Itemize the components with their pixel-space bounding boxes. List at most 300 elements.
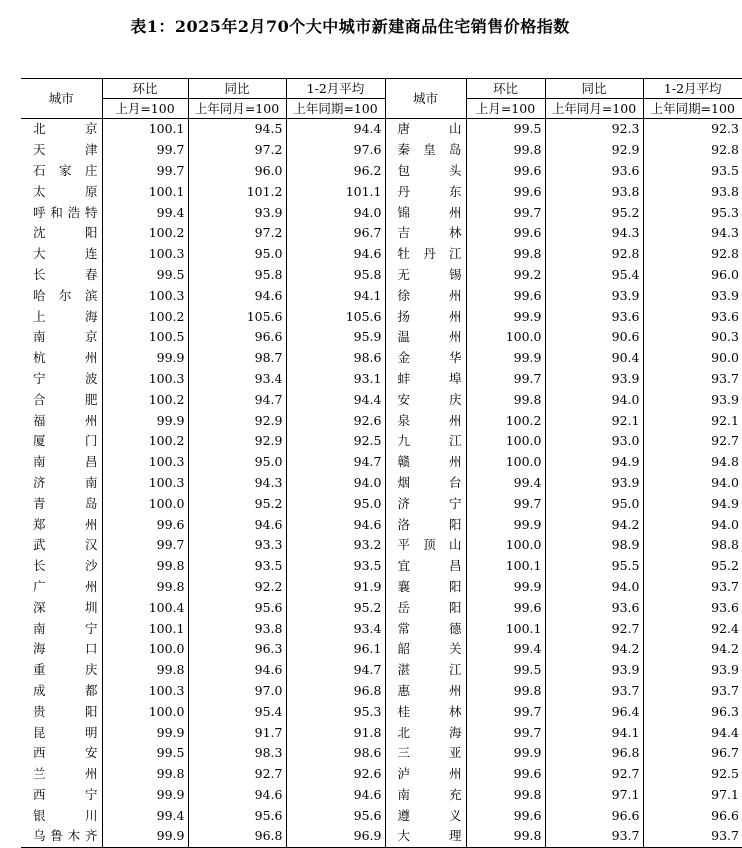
cell-yoy-left: 96.8 — [188, 826, 286, 847]
cell-avg-left: 95.3 — [286, 701, 385, 722]
cell-avg-left: 93.2 — [286, 535, 385, 556]
cell-city-left: 大连 — [21, 244, 102, 265]
cell-mom-left: 100.3 — [102, 285, 188, 306]
cell-avg-right: 93.9 — [711, 391, 739, 407]
cell-avg-left: 91.8 — [286, 722, 385, 743]
table-row — [21, 826, 742, 847]
cell-yoy-right: 90.6 — [545, 327, 643, 348]
cell-mom-right: 99.6 — [466, 805, 545, 826]
cell-city-right: 岳阳 — [385, 597, 466, 618]
header-avg-right: 1-2月平均 — [643, 79, 742, 99]
table-row — [21, 265, 742, 286]
cell-city-left: 成都 — [21, 681, 102, 702]
cell-avg-right: 95.2 — [711, 558, 739, 574]
table-row — [21, 181, 742, 202]
cell-yoy-left: 92.9 — [188, 431, 286, 452]
cell-yoy-right: 94.0 — [545, 389, 643, 410]
cell-city-left: 南昌 — [21, 452, 102, 473]
cell-yoy-left: 95.0 — [188, 452, 286, 473]
cell-avg-left: 94.6 — [286, 785, 385, 806]
table-row — [21, 119, 742, 140]
cell-mom-right: 99.6 — [466, 223, 545, 244]
cell-mom-right: 99.6 — [466, 161, 545, 182]
cell-avg-left: 93.1 — [286, 369, 385, 390]
cell-city-left: 昆明 — [21, 722, 102, 743]
cell-city-left: 呼和浩特 — [21, 202, 102, 223]
cell-city-left: 上海 — [21, 306, 102, 327]
table-row — [21, 805, 742, 826]
cell-yoy-right: 98.9 — [545, 535, 643, 556]
cell-avg-left: 94.7 — [286, 660, 385, 681]
cell-yoy-right: 93.9 — [545, 285, 643, 306]
cell-mom-right: 99.9 — [466, 306, 545, 327]
cell-mom-right: 99.4 — [466, 639, 545, 660]
cell-yoy-left: 93.5 — [188, 556, 286, 577]
cell-city-right: 惠州 — [385, 681, 466, 702]
cell-avg-left: 92.5 — [286, 431, 385, 452]
cell-city-right: 包头 — [385, 161, 466, 182]
table-row — [21, 348, 742, 369]
table-row — [21, 639, 742, 660]
cell-city-right: 济宁 — [385, 493, 466, 514]
cell-avg-left: 94.1 — [286, 285, 385, 306]
cell-yoy-left: 97.0 — [188, 681, 286, 702]
table-row — [21, 493, 742, 514]
cell-avg-left: 92.6 — [286, 764, 385, 785]
cell-city-right: 遵义 — [385, 805, 466, 826]
header-avg-base-right: 上年同期=100 — [643, 99, 742, 119]
table-row — [21, 785, 742, 806]
cell-avg-left: 105.6 — [286, 306, 385, 327]
cell-mom-right: 99.7 — [466, 493, 545, 514]
cell-yoy-right: 95.2 — [545, 202, 643, 223]
cell-avg-left: 96.8 — [286, 681, 385, 702]
cell-avg-right: 90.0 — [711, 350, 739, 366]
cell-mom-right: 99.8 — [466, 826, 545, 847]
cell-city-left: 乌鲁木齐 — [21, 826, 102, 847]
cell-mom-right: 100.1 — [466, 618, 545, 639]
table-row — [21, 452, 742, 473]
cell-yoy-right: 92.9 — [545, 140, 643, 161]
cell-city-left: 西宁 — [21, 785, 102, 806]
cell-yoy-left: 94.5 — [188, 119, 286, 140]
cell-city-left: 天津 — [21, 140, 102, 161]
table-row — [21, 660, 742, 681]
cell-avg-left: 98.6 — [286, 348, 385, 369]
cell-city-left: 武汉 — [21, 535, 102, 556]
cell-yoy-right: 92.7 — [545, 618, 643, 639]
cell-mom-left: 99.8 — [102, 577, 188, 598]
cell-avg-right: 93.6 — [711, 599, 739, 615]
table-row — [21, 556, 742, 577]
cell-avg-left: 96.7 — [286, 223, 385, 244]
cell-yoy-left: 93.3 — [188, 535, 286, 556]
cell-mom-left: 100.2 — [102, 223, 188, 244]
cell-mom-left: 100.3 — [102, 369, 188, 390]
table-row — [21, 369, 742, 390]
cell-avg-right: 94.9 — [711, 495, 739, 511]
cell-yoy-right: 94.0 — [545, 577, 643, 598]
cell-mom-right: 99.6 — [466, 285, 545, 306]
cell-avg-left: 94.4 — [286, 119, 385, 140]
cell-avg-right: 96.6 — [711, 807, 739, 823]
cell-mom-left: 99.9 — [102, 410, 188, 431]
cell-mom-right: 99.5 — [466, 119, 545, 140]
cell-mom-right: 100.0 — [466, 327, 545, 348]
cell-avg-left: 95.6 — [286, 805, 385, 826]
header-city-left: 城市 — [21, 79, 102, 119]
cell-mom-right: 99.6 — [466, 597, 545, 618]
cell-city-left: 太原 — [21, 181, 102, 202]
cell-avg-left: 95.2 — [286, 597, 385, 618]
cell-yoy-right: 97.1 — [545, 785, 643, 806]
table-row — [21, 743, 742, 764]
cell-avg-left: 94.6 — [286, 514, 385, 535]
cell-mom-right: 100.0 — [466, 452, 545, 473]
cell-avg-right: 94.8 — [711, 454, 739, 470]
cell-city-left: 宁波 — [21, 369, 102, 390]
cell-avg-right: 98.8 — [711, 537, 739, 553]
cell-yoy-right: 93.6 — [545, 597, 643, 618]
cell-mom-right: 99.7 — [466, 369, 545, 390]
cell-city-right: 泸州 — [385, 764, 466, 785]
cell-city-left: 郑州 — [21, 514, 102, 535]
cell-mom-left: 100.1 — [102, 181, 188, 202]
cell-city-right: 温州 — [385, 327, 466, 348]
cell-avg-left: 94.4 — [286, 389, 385, 410]
cell-avg-right: 96.3 — [711, 703, 739, 719]
cell-yoy-right: 94.2 — [545, 639, 643, 660]
cell-mom-left: 99.7 — [102, 161, 188, 182]
cell-mom-right: 99.7 — [466, 701, 545, 722]
cell-yoy-left: 98.7 — [188, 348, 286, 369]
table-row — [21, 681, 742, 702]
cell-city-right: 南充 — [385, 785, 466, 806]
cell-city-left: 深圳 — [21, 597, 102, 618]
cell-yoy-right: 92.7 — [545, 764, 643, 785]
table-row — [21, 410, 742, 431]
cell-mom-left: 100.0 — [102, 701, 188, 722]
cell-avg-left: 101.1 — [286, 181, 385, 202]
cell-avg-right: 94.4 — [711, 724, 739, 740]
cell-avg-right: 93.7 — [711, 578, 739, 594]
cell-city-left: 西安 — [21, 743, 102, 764]
header-yoy-right: 同比 — [545, 79, 643, 99]
cell-yoy-right: 94.1 — [545, 722, 643, 743]
header-mom-left: 环比 — [102, 79, 188, 99]
cell-mom-left: 99.4 — [102, 202, 188, 223]
cell-yoy-left: 94.3 — [188, 473, 286, 494]
cell-mom-right: 100.0 — [466, 535, 545, 556]
table-row — [21, 514, 742, 535]
cell-yoy-right: 94.9 — [545, 452, 643, 473]
cell-city-right: 无锡 — [385, 265, 466, 286]
cell-avg-right: 92.3 — [711, 121, 739, 137]
cell-yoy-right: 93.9 — [545, 473, 643, 494]
cell-avg-right: 93.7 — [711, 682, 739, 698]
cell-city-right: 徐州 — [385, 285, 466, 306]
table-row — [21, 140, 742, 161]
cell-city-left: 长春 — [21, 265, 102, 286]
cell-avg-left: 93.5 — [286, 556, 385, 577]
cell-mom-left: 99.9 — [102, 348, 188, 369]
cell-mom-right: 100.2 — [466, 410, 545, 431]
cell-avg-right: 94.0 — [711, 474, 739, 490]
table-row — [21, 535, 742, 556]
cell-city-right: 湛江 — [385, 660, 466, 681]
cell-mom-left: 100.2 — [102, 389, 188, 410]
cell-city-right: 宜昌 — [385, 556, 466, 577]
cell-city-right: 三亚 — [385, 743, 466, 764]
cell-avg-right: 96.0 — [711, 266, 739, 282]
table-row — [21, 161, 742, 182]
cell-yoy-right: 93.8 — [545, 181, 643, 202]
cell-mom-left: 100.0 — [102, 639, 188, 660]
cell-yoy-right: 93.9 — [545, 660, 643, 681]
cell-avg-right: 94.2 — [711, 641, 739, 657]
cell-avg-right: 90.3 — [711, 329, 739, 345]
cell-city-left: 兰州 — [21, 764, 102, 785]
cell-mom-left: 100.0 — [102, 493, 188, 514]
cell-city-left: 重庆 — [21, 660, 102, 681]
cell-yoy-right: 92.1 — [545, 410, 643, 431]
cell-city-left: 合肥 — [21, 389, 102, 410]
cell-city-right: 牡丹江 — [385, 244, 466, 265]
cell-mom-left: 99.7 — [102, 535, 188, 556]
price-index-table — [21, 78, 742, 848]
cell-avg-right: 93.8 — [711, 183, 739, 199]
cell-avg-left: 95.0 — [286, 493, 385, 514]
header-yoy-left: 同比 — [188, 79, 286, 99]
cell-mom-right: 99.9 — [466, 577, 545, 598]
cell-mom-right: 99.8 — [466, 681, 545, 702]
cell-avg-left: 91.9 — [286, 577, 385, 598]
table-row — [21, 244, 742, 265]
cell-yoy-left: 95.0 — [188, 244, 286, 265]
cell-yoy-left: 94.7 — [188, 389, 286, 410]
cell-city-right: 大理 — [385, 826, 466, 847]
cell-mom-left: 100.1 — [102, 618, 188, 639]
cell-avg-right: 93.7 — [643, 826, 742, 847]
cell-avg-right: 92.1 — [711, 412, 739, 428]
cell-mom-right: 100.0 — [466, 431, 545, 452]
cell-city-right: 唐山 — [385, 119, 466, 140]
cell-city-right: 洛阳 — [385, 514, 466, 535]
cell-city-left: 杭州 — [21, 348, 102, 369]
cell-mom-left: 100.3 — [102, 452, 188, 473]
cell-yoy-left: 95.6 — [188, 805, 286, 826]
cell-mom-right: 99.6 — [466, 181, 545, 202]
cell-city-right: 秦皇岛 — [385, 140, 466, 161]
cell-city-left: 南京 — [21, 327, 102, 348]
cell-avg-right: 92.5 — [711, 766, 739, 782]
cell-yoy-right: 95.5 — [545, 556, 643, 577]
cell-city-left: 厦门 — [21, 431, 102, 452]
cell-yoy-left: 93.4 — [188, 369, 286, 390]
cell-avg-left: 94.7 — [286, 452, 385, 473]
cell-avg-right: 95.3 — [711, 204, 739, 220]
cell-avg-right: 92.8 — [711, 142, 739, 158]
cell-yoy-right: 93.7 — [545, 826, 643, 847]
cell-yoy-left: 91.7 — [188, 722, 286, 743]
cell-yoy-left: 93.8 — [188, 618, 286, 639]
cell-mom-right: 99.8 — [466, 244, 545, 265]
cell-yoy-left: 96.6 — [188, 327, 286, 348]
table-title: 表1：2025年2月70个大中城市新建商品住宅销售价格指数 — [130, 17, 570, 36]
cell-city-right: 平顶山 — [385, 535, 466, 556]
cell-yoy-left: 105.6 — [188, 306, 286, 327]
cell-mom-right: 99.8 — [466, 389, 545, 410]
table-body — [21, 119, 742, 848]
cell-yoy-left: 93.9 — [188, 202, 286, 223]
cell-yoy-left: 95.6 — [188, 597, 286, 618]
cell-yoy-left: 96.3 — [188, 639, 286, 660]
header-avg-left: 1-2月平均 — [286, 79, 385, 99]
cell-mom-left: 99.8 — [102, 660, 188, 681]
cell-yoy-right: 96.4 — [545, 701, 643, 722]
cell-mom-left: 99.9 — [102, 826, 188, 847]
cell-city-right: 锦州 — [385, 202, 466, 223]
cell-mom-right: 99.4 — [466, 473, 545, 494]
cell-yoy-right: 95.4 — [545, 265, 643, 286]
cell-mom-left: 100.1 — [102, 119, 188, 140]
header-yoy-base-left: 上年同月=100 — [188, 99, 286, 119]
cell-city-left: 长沙 — [21, 556, 102, 577]
cell-yoy-right: 93.6 — [545, 306, 643, 327]
cell-yoy-right: 95.0 — [545, 493, 643, 514]
cell-mom-left: 100.2 — [102, 431, 188, 452]
cell-mom-left: 100.3 — [102, 473, 188, 494]
cell-city-right: 泉州 — [385, 410, 466, 431]
cell-mom-right: 100.1 — [466, 556, 545, 577]
cell-yoy-right: 93.9 — [545, 369, 643, 390]
cell-avg-right: 92.8 — [711, 246, 739, 262]
cell-city-right: 安庆 — [385, 389, 466, 410]
cell-yoy-right: 93.6 — [545, 161, 643, 182]
cell-avg-right: 93.9 — [711, 662, 739, 678]
cell-avg-right: 93.7 — [711, 370, 739, 386]
cell-avg-right: 93.5 — [711, 162, 739, 178]
cell-mom-left: 99.8 — [102, 764, 188, 785]
table-row — [21, 202, 742, 223]
cell-yoy-left: 101.2 — [188, 181, 286, 202]
header-mom-base-right: 上月=100 — [466, 99, 545, 119]
cell-avg-left: 92.6 — [286, 410, 385, 431]
cell-yoy-right: 93.7 — [545, 681, 643, 702]
cell-city-left: 广州 — [21, 577, 102, 598]
cell-city-left: 石家庄 — [21, 161, 102, 182]
cell-mom-right: 99.9 — [466, 514, 545, 535]
cell-city-left: 北京 — [21, 119, 102, 140]
cell-yoy-left: 95.8 — [188, 265, 286, 286]
cell-yoy-right: 94.2 — [545, 514, 643, 535]
cell-mom-right: 99.9 — [466, 743, 545, 764]
table-row — [21, 577, 742, 598]
cell-yoy-left: 94.6 — [188, 514, 286, 535]
cell-yoy-left: 95.4 — [188, 701, 286, 722]
cell-city-left: 南宁 — [21, 618, 102, 639]
cell-mom-left: 100.5 — [102, 327, 188, 348]
cell-avg-left: 96.1 — [286, 639, 385, 660]
cell-mom-left: 99.5 — [102, 265, 188, 286]
cell-yoy-right: 93.0 — [545, 431, 643, 452]
cell-yoy-left: 97.2 — [188, 140, 286, 161]
cell-yoy-left: 95.2 — [188, 493, 286, 514]
table-row — [21, 327, 742, 348]
cell-avg-left: 96.2 — [286, 161, 385, 182]
table-row — [21, 389, 742, 410]
cell-mom-left: 99.6 — [102, 514, 188, 535]
cell-yoy-right: 96.6 — [545, 805, 643, 826]
cell-yoy-right: 92.3 — [545, 119, 643, 140]
cell-mom-left: 99.7 — [102, 140, 188, 161]
cell-mom-right: 99.7 — [466, 202, 545, 223]
table-row — [21, 764, 742, 785]
cell-avg-right: 93.6 — [711, 308, 739, 324]
table-row — [21, 306, 742, 327]
cell-mom-right: 99.5 — [466, 660, 545, 681]
cell-mom-right: 99.2 — [466, 265, 545, 286]
cell-city-right: 韶关 — [385, 639, 466, 660]
cell-avg-left: 94.0 — [286, 202, 385, 223]
cell-yoy-left: 98.3 — [188, 743, 286, 764]
table-row — [21, 285, 742, 306]
cell-avg-right: 94.3 — [711, 225, 739, 241]
cell-yoy-right: 94.3 — [545, 223, 643, 244]
cell-avg-right: 97.1 — [711, 786, 739, 802]
cell-yoy-left: 97.2 — [188, 223, 286, 244]
cell-city-right: 吉林 — [385, 223, 466, 244]
cell-city-left: 福州 — [21, 410, 102, 431]
cell-avg-left: 95.8 — [286, 265, 385, 286]
cell-city-left: 贵阳 — [21, 701, 102, 722]
cell-city-left: 银川 — [21, 805, 102, 826]
cell-mom-right: 99.8 — [466, 785, 545, 806]
cell-city-right: 赣州 — [385, 452, 466, 473]
cell-city-right: 丹东 — [385, 181, 466, 202]
cell-avg-left: 97.6 — [286, 140, 385, 161]
cell-yoy-left: 94.6 — [188, 785, 286, 806]
table-row — [21, 431, 742, 452]
cell-city-left: 沈阳 — [21, 223, 102, 244]
table-row — [21, 722, 742, 743]
cell-yoy-left: 94.6 — [188, 660, 286, 681]
header-mom-right: 环比 — [466, 79, 545, 99]
cell-avg-left: 94.0 — [286, 473, 385, 494]
cell-yoy-left: 96.0 — [188, 161, 286, 182]
table-row — [21, 618, 742, 639]
cell-yoy-left: 94.6 — [188, 285, 286, 306]
table-row — [21, 701, 742, 722]
cell-avg-left: 93.4 — [286, 618, 385, 639]
cell-city-right: 九江 — [385, 431, 466, 452]
cell-avg-left: 94.6 — [286, 244, 385, 265]
table-row — [21, 473, 742, 494]
cell-city-left: 青岛 — [21, 493, 102, 514]
cell-yoy-left: 92.2 — [188, 577, 286, 598]
cell-mom-left: 99.5 — [102, 743, 188, 764]
cell-city-right: 烟台 — [385, 473, 466, 494]
cell-city-right: 襄阳 — [385, 577, 466, 598]
table-row — [21, 597, 742, 618]
cell-avg-left: 95.9 — [286, 327, 385, 348]
cell-city-right: 桂林 — [385, 701, 466, 722]
cell-mom-left: 99.9 — [102, 722, 188, 743]
table-row — [21, 223, 742, 244]
cell-city-right: 金华 — [385, 348, 466, 369]
cell-avg-right: 92.4 — [711, 620, 739, 636]
cell-mom-right: 99.8 — [466, 140, 545, 161]
